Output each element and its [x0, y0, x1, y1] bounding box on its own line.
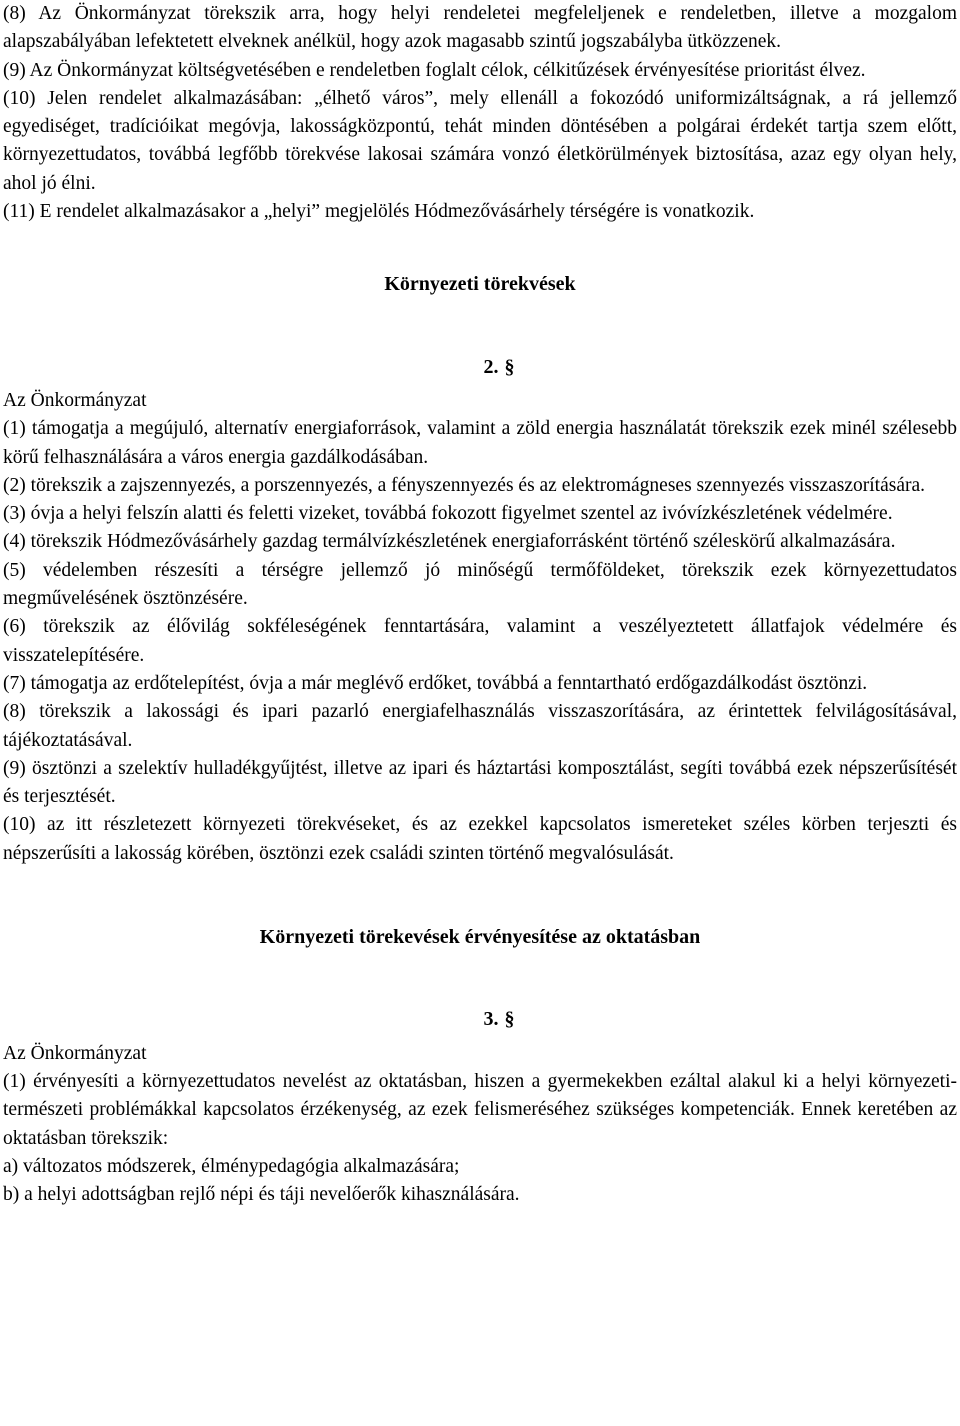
- section-2-item-2: (2) törekszik a zajszennyezés, a porszennyezés, a fényszennyezés és az elektromágneses szennyezés visszaszorítására.: [3, 474, 926, 496]
- section-2-item-4: (4) törekszik Hódmezővásárhely gazdag termálvízkészletének energiaforrásként történő széleskörű alkalmazására.: [3, 531, 896, 553]
- section-3-subject: Az Önkormányzat: [3, 1042, 147, 1064]
- section-2-number-text: 2.: [483, 355, 499, 378]
- section-3-number-text: 3.: [483, 1008, 499, 1031]
- section-3-item-a: a) változatos módszerek, élménypedagógia alkalmazására;: [3, 1155, 460, 1177]
- section-2-item-5: (5) védelemben részesíti a térségre jellemző jó minőségű termőföldeket, törekszik ezek környezettudatos megművelésének ösztönzésére.: [3, 559, 957, 610]
- section-2-heading: Környezeti törekvések: [384, 273, 576, 296]
- paragraph-10: (10) Jelen rendelet alkalmazásában: „élhető város”, mely ellenáll a fokozódó uniformizáltságnak, a rá jellemző egyediséget, tradícióikat megóvja, lakosságközpontú, tehát minden döntésében a polgárai érdekét tartja szem előtt, környezettudatos, továbbá legfőbb törekvése lakosai számára vonzó életkörülmények biztosítása, azaz egy olyan hely, ahol jó élni.: [3, 87, 957, 194]
- section-3-number: [3, 1005, 957, 1033]
- section-2-number: [3, 353, 957, 381]
- paragraph-11: (11) E rendelet alkalmazásakor a „helyi” megjelölés Hódmezővásárhely térségére is vonatkozik.: [3, 201, 755, 223]
- section-2-item-10: (10) az itt részletezett környezeti törekvéseket, és az ezekkel kapcsolatos ismereteket széles körben terjeszti és népszerűsíti a lakosság körében, ösztönzi ezek családi szinten történő megvalósulását.: [3, 814, 957, 864]
- document-page: [3, 0, 957, 1209]
- paragraph-8: (8) Az Önkormányzat törekszik arra, hogy helyi rendeletei megfeleljenek e rendeletben, illetve a mozgalom alapszabályában lefektetett elveknek anélkül, hogy azok magasabb szintű jogszabályba ütközzenek.: [3, 3, 957, 53]
- section-2-item-7: (7) támogatja az erdőtelepítést, óvja a már meglévő erdőket, továbbá a fenntartható erdőgazdálkodást ösztönzi.: [3, 672, 868, 694]
- section-2-item-9: (9) ösztönzi a szelektív hulladékgyűjtést, illetve az ipari és háztartási komposztálást, segíti továbbá ezek népszerűsítését és terjesztését.: [3, 757, 957, 808]
- section-sign-3: §: [504, 1008, 515, 1031]
- section-2-subject: Az Önkormányzat: [3, 389, 147, 411]
- section-3-heading: Környezeti törekevések érvényesítése az oktatásban: [259, 926, 701, 949]
- section-2-item-1: (1) támogatja a megújuló, alternatív energiaforrások, valamint a zöld energia használatát törekszik ezek minél szélesebb körű felhasználására a város energia gazdálkodásában.: [3, 418, 957, 468]
- section-2-item-6: (6) törekszik az élővilág sokféleségének fenntartására, valamint a veszélyeztetett állatfajok védelmére és visszatelepítésére.: [3, 616, 957, 666]
- section-3-item-1: (1) érvényesíti a környezettudatos nevelést az oktatásban, hiszen a gyermekekben ezáltal alakul ki a helyi környezeti-természeti problémákkal kapcsolatos érzékenység, az ezek felismeréséhez szükséges kompetenciák. Ennek keretében az oktatásban törekszik:: [3, 1070, 957, 1149]
- section-2-item-8: (8) törekszik a lakossági és ipari pazarló energiafelhasználás visszaszorítására, az érintettek felvilágosításával, tájékoztatásával.: [3, 701, 957, 751]
- paragraph-9: (9) Az Önkormányzat költségvetésében e rendeletben foglalt célok, célkitűzések érvényesítése prioritást élvez.: [3, 59, 866, 81]
- section-2-item-3: (3) óvja a helyi felszín alatti és feletti vizeket, továbbá fokozott figyelmet szentel az ivóvízkészletének védelmére.: [3, 503, 893, 525]
- section-3-item-b: b) a helyi adottságban rejlő népi és táji nevelőerők kihasználására.: [3, 1184, 520, 1206]
- section-sign-2: §: [504, 355, 515, 378]
